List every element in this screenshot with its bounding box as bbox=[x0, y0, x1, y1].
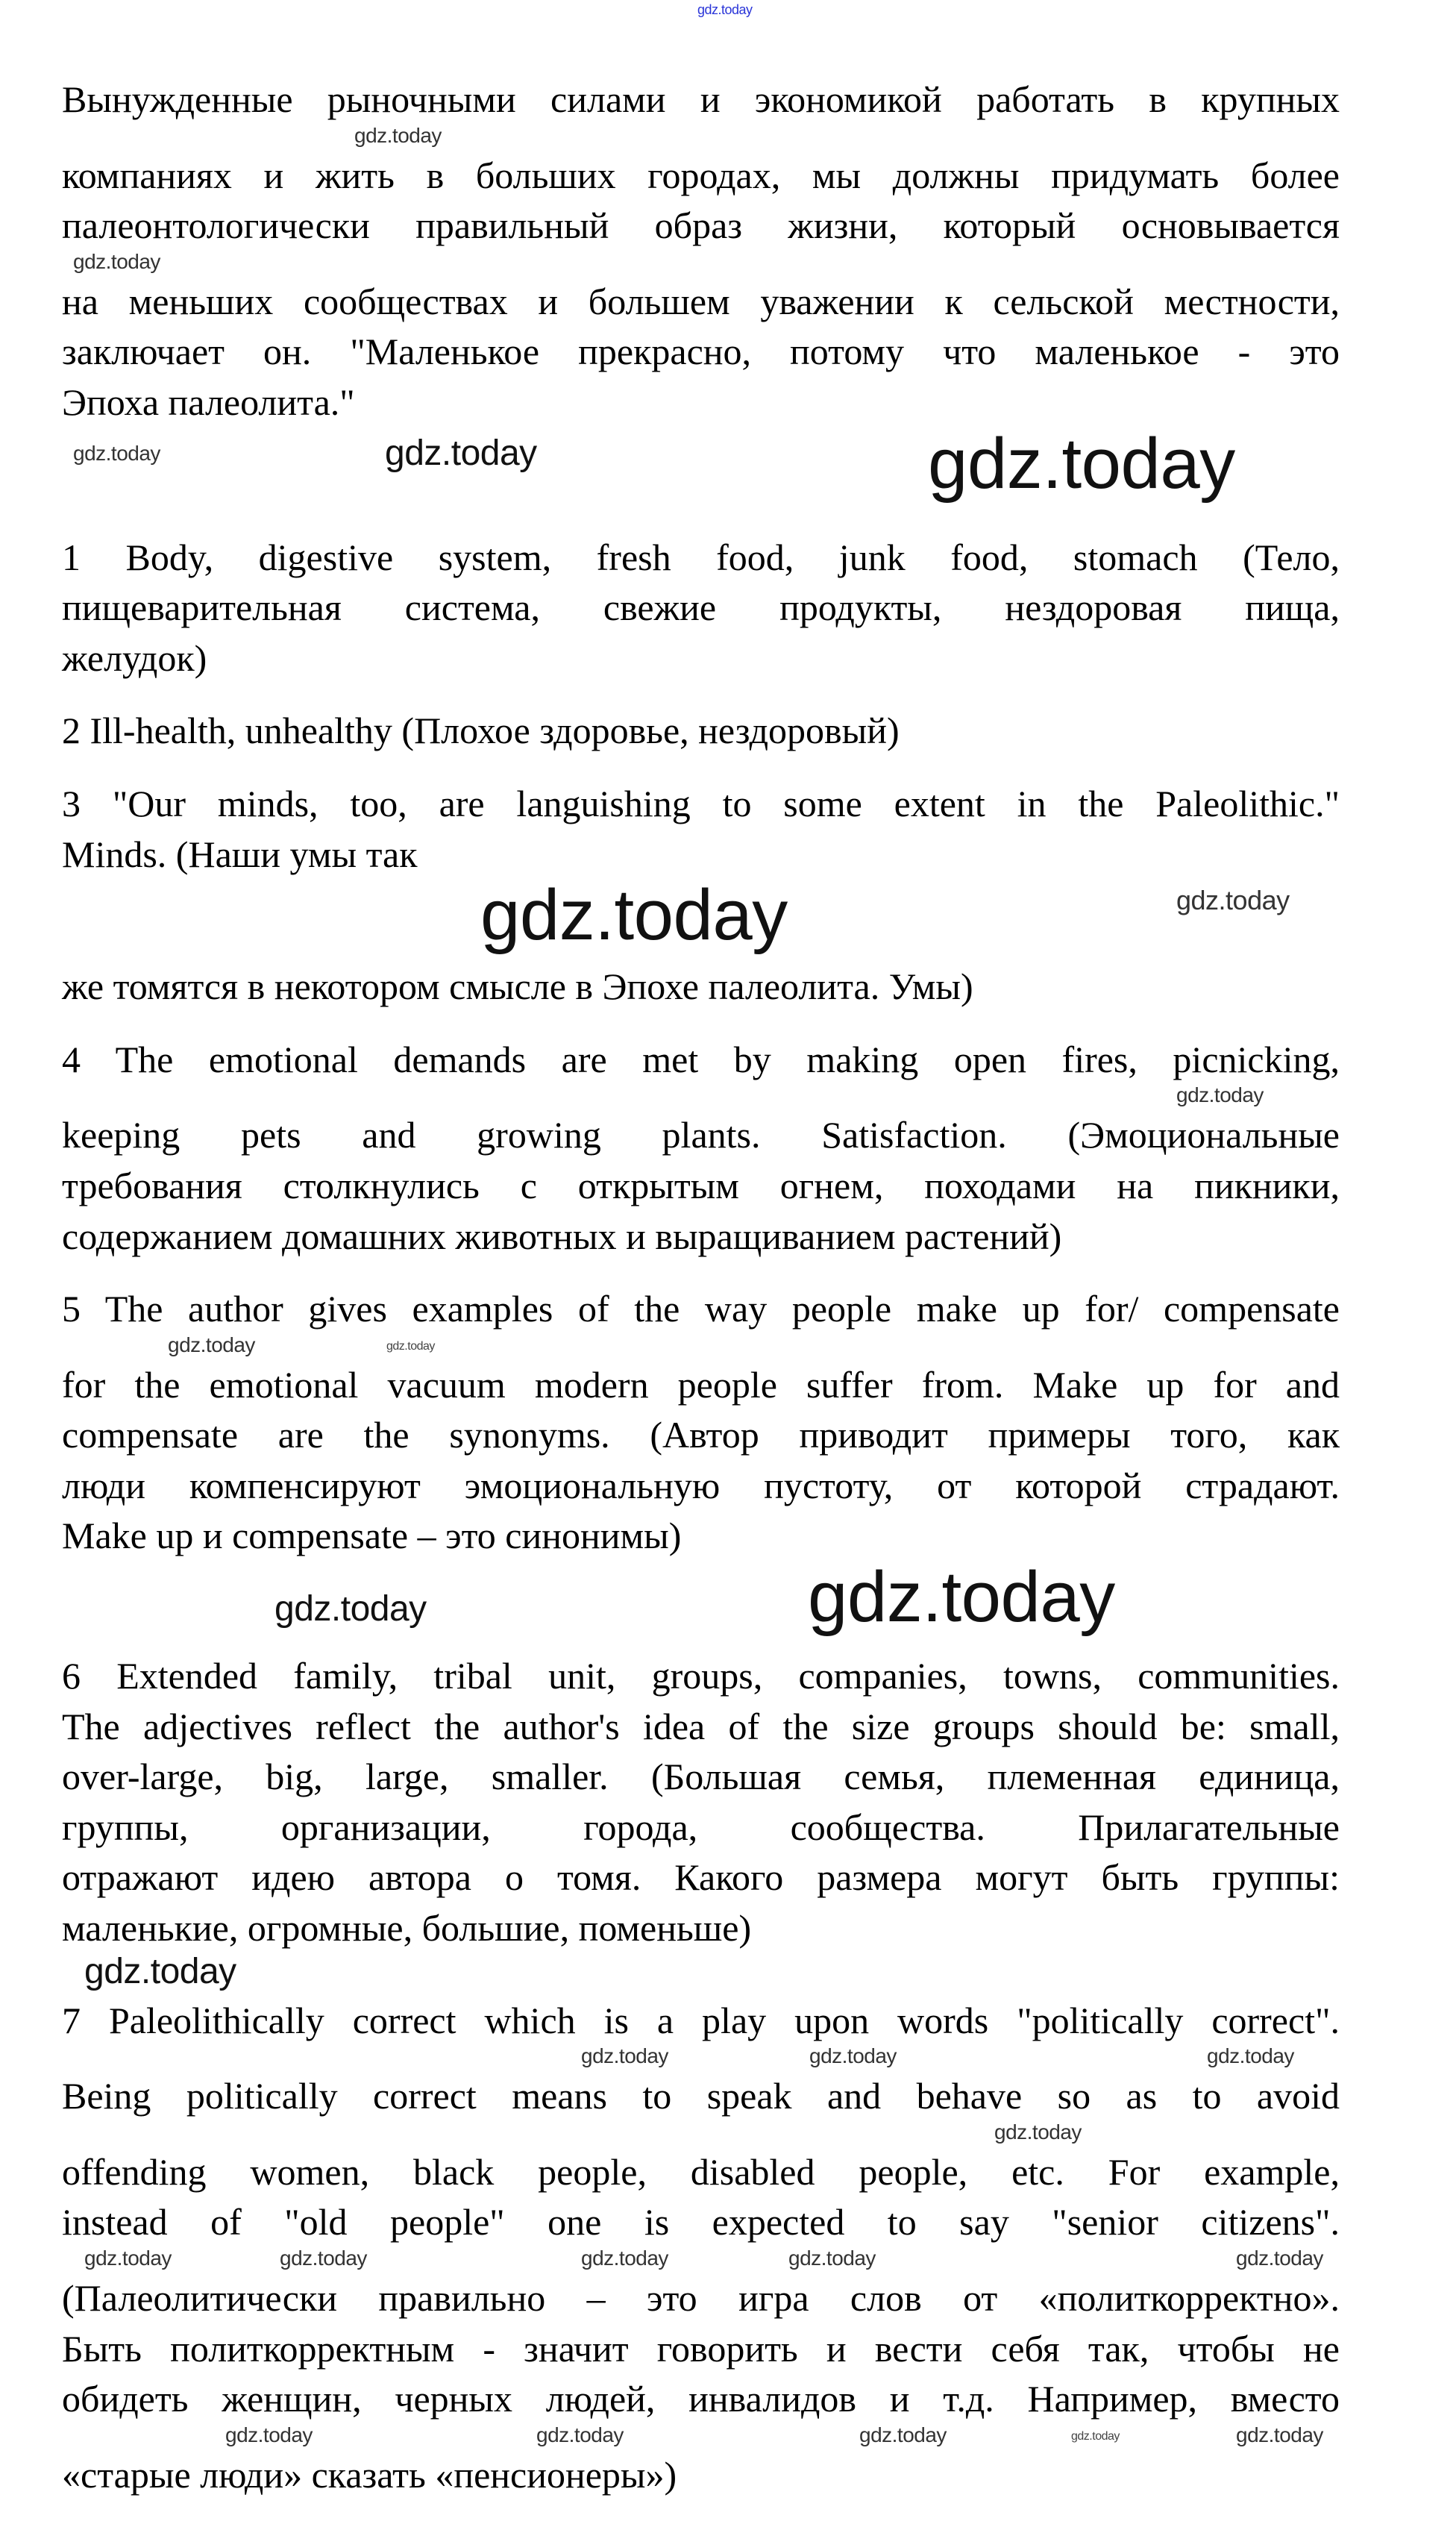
watermark: gdz.today bbox=[1207, 2044, 1294, 2068]
watermark: gdz.today bbox=[994, 2120, 1082, 2144]
watermark: gdz.today bbox=[73, 249, 160, 273]
watermark: gdz.today bbox=[354, 123, 442, 147]
text-line: Make up и compensate – это синонимы) bbox=[62, 1515, 682, 1557]
watermark-row bbox=[0, 1557, 1394, 1644]
text-line: compensate are the synonyms. (Автор приводит примеры того, как bbox=[62, 1414, 1340, 1456]
text-line: 4 The emotional demands are met by making open fires, picnicking, bbox=[62, 1038, 1340, 1080]
watermark: gdz.today bbox=[1071, 2429, 1120, 2443]
text-line: keeping pets and growing plants. Satisfaction. (Эмоциональные bbox=[62, 1114, 1340, 1156]
watermark-row bbox=[0, 2122, 1394, 2147]
answer-7 bbox=[62, 1996, 1340, 2501]
watermark: gdz.today bbox=[581, 2246, 668, 2270]
watermark-row bbox=[0, 1335, 1394, 1360]
text-line: палеонтологически правильный образ жизни, который основывается bbox=[62, 204, 1340, 247]
text-line: 7 Paleolithically correct which is a play upon words "politically correct". bbox=[62, 1999, 1340, 2041]
text-line: обидеть женщин, черных людей, инвалидов и т.д. Например, вместо bbox=[62, 2378, 1340, 2420]
watermark: gdz.today bbox=[73, 441, 160, 465]
answer-5 bbox=[62, 1284, 1340, 1644]
paragraph-intro bbox=[62, 75, 1340, 510]
text-line: маленькие, огромные, большие, поменьше) bbox=[62, 1907, 752, 1950]
text-line: 5 The author gives examples of the way people make up for/ compensate bbox=[62, 1288, 1340, 1330]
text-line: пищеварительная система, свежие продукты, нездоровая пища, bbox=[62, 586, 1340, 629]
watermark: gdz.today bbox=[480, 875, 788, 956]
text-line: offending women, black people, disabled people, etc. For example, bbox=[62, 2150, 1340, 2193]
watermark: gdz.today bbox=[697, 2, 753, 17]
text-line: instead of "old people" one is expected to say "senior citizens". bbox=[62, 2201, 1340, 2244]
watermark-row bbox=[0, 2046, 1394, 2071]
text-line: 6 Extended family, tribal unit, groups, companies, towns, communities. bbox=[62, 1655, 1340, 1697]
watermark-row bbox=[0, 0, 1340, 75]
text-line: заключает он. "Маленькое прекрасно, потому что маленькое - это bbox=[62, 331, 1340, 373]
watermark: gdz.today bbox=[788, 2246, 876, 2270]
watermark-row bbox=[0, 1951, 1394, 1996]
watermark: gdz.today bbox=[1236, 2423, 1323, 2446]
text-line: 3 "Our minds, too, are languishing to some extent in the Paleolithic." bbox=[62, 782, 1340, 824]
text-line: Вынужденные рыночными силами и экономикой работать в крупных bbox=[62, 78, 1340, 120]
answer-2 bbox=[62, 706, 1340, 757]
watermark-row bbox=[0, 1085, 1394, 1110]
text-line: (Палеолитически правильно – это игра слов от «политкорректно». bbox=[62, 2277, 1340, 2319]
text-line: Быть политкорректным - значит говорить и вести себя так, чтобы не bbox=[62, 2327, 1340, 2370]
watermark: gdz.today bbox=[809, 2044, 897, 2068]
text-line: over-large, big, large, smaller. (Большая семья, племенная единица, bbox=[62, 1756, 1340, 1798]
watermark: gdz.today bbox=[581, 2044, 668, 2068]
watermark-row bbox=[0, 2425, 1394, 2450]
answer-3 bbox=[62, 779, 1340, 962]
text-line: на меньших сообществах и большем уважении к сельской местности, bbox=[62, 280, 1340, 322]
watermark: gdz.today bbox=[386, 1339, 435, 1353]
text-line: люди компенсируют эмоциональную пустоту, от которой страдают. bbox=[62, 1464, 1340, 1506]
text-line: же томятся в некотором смысле в Эпохе палеолита. Умы) bbox=[62, 965, 973, 1008]
text-line: группы, организации, города, сообщества. Прилагательные bbox=[62, 1806, 1340, 1848]
watermark: gdz.today bbox=[168, 1333, 255, 1356]
text-line: 1 Body, digestive system, fresh food, junk food, stomach (Тело, bbox=[62, 536, 1340, 578]
text-line: содержанием домашних животных и выращиванием растений) bbox=[62, 1215, 1062, 1257]
answer-1 bbox=[62, 533, 1340, 684]
text-line: желудок) bbox=[62, 636, 207, 679]
text-line: «старые люди» сказать «пенсионеры») bbox=[62, 2453, 677, 2496]
watermark-row bbox=[0, 875, 1394, 962]
watermark: gdz.today bbox=[274, 1589, 427, 1629]
watermark-row bbox=[0, 125, 1394, 151]
watermark: gdz.today bbox=[808, 1557, 1115, 1638]
watermark: gdz.today bbox=[385, 433, 537, 473]
text-line: отражают идею автора о томя. Какого размера могут быть группы: bbox=[62, 1856, 1340, 1899]
watermark: gdz.today bbox=[225, 2423, 313, 2446]
watermark-row bbox=[0, 251, 1394, 277]
watermark-row bbox=[0, 2248, 1394, 2273]
watermark: gdz.today bbox=[84, 1951, 236, 1991]
text-line: The adjectives reflect the author's idea of the size groups should be: small, bbox=[62, 1705, 1340, 1747]
text-line: компаниях и жить в больших городах, мы должны придумать более bbox=[62, 154, 1340, 196]
text-line: for the emotional vacuum modern people suffer from. Make up for and bbox=[62, 1363, 1340, 1406]
answer-3-continued bbox=[62, 962, 1340, 1012]
answer-4 bbox=[62, 1035, 1340, 1262]
watermark: gdz.today bbox=[1176, 1083, 1264, 1107]
watermark: gdz.today bbox=[1176, 885, 1290, 916]
text-line: Эпоха палеолита." bbox=[62, 381, 355, 423]
text-line: требования столкнулись с открытым огнем, походами на пикники, bbox=[62, 1164, 1340, 1206]
watermark: gdz.today bbox=[84, 2246, 172, 2270]
text-line: Being politically correct means to speak and behave so as to avoid bbox=[62, 2075, 1340, 2117]
watermark: gdz.today bbox=[928, 423, 1235, 504]
text-line: Minds. (Наши умы так bbox=[62, 833, 418, 875]
watermark-row bbox=[0, 423, 1394, 510]
text-line: 2 Ill-health, unhealthy (Плохое здоровье, нездоровый) bbox=[62, 710, 900, 752]
watermark: gdz.today bbox=[280, 2246, 367, 2270]
watermark: gdz.today bbox=[859, 2423, 947, 2446]
watermark: gdz.today bbox=[536, 2423, 624, 2446]
watermark: gdz.today bbox=[1236, 2246, 1323, 2270]
answer-6 bbox=[62, 1651, 1340, 1996]
